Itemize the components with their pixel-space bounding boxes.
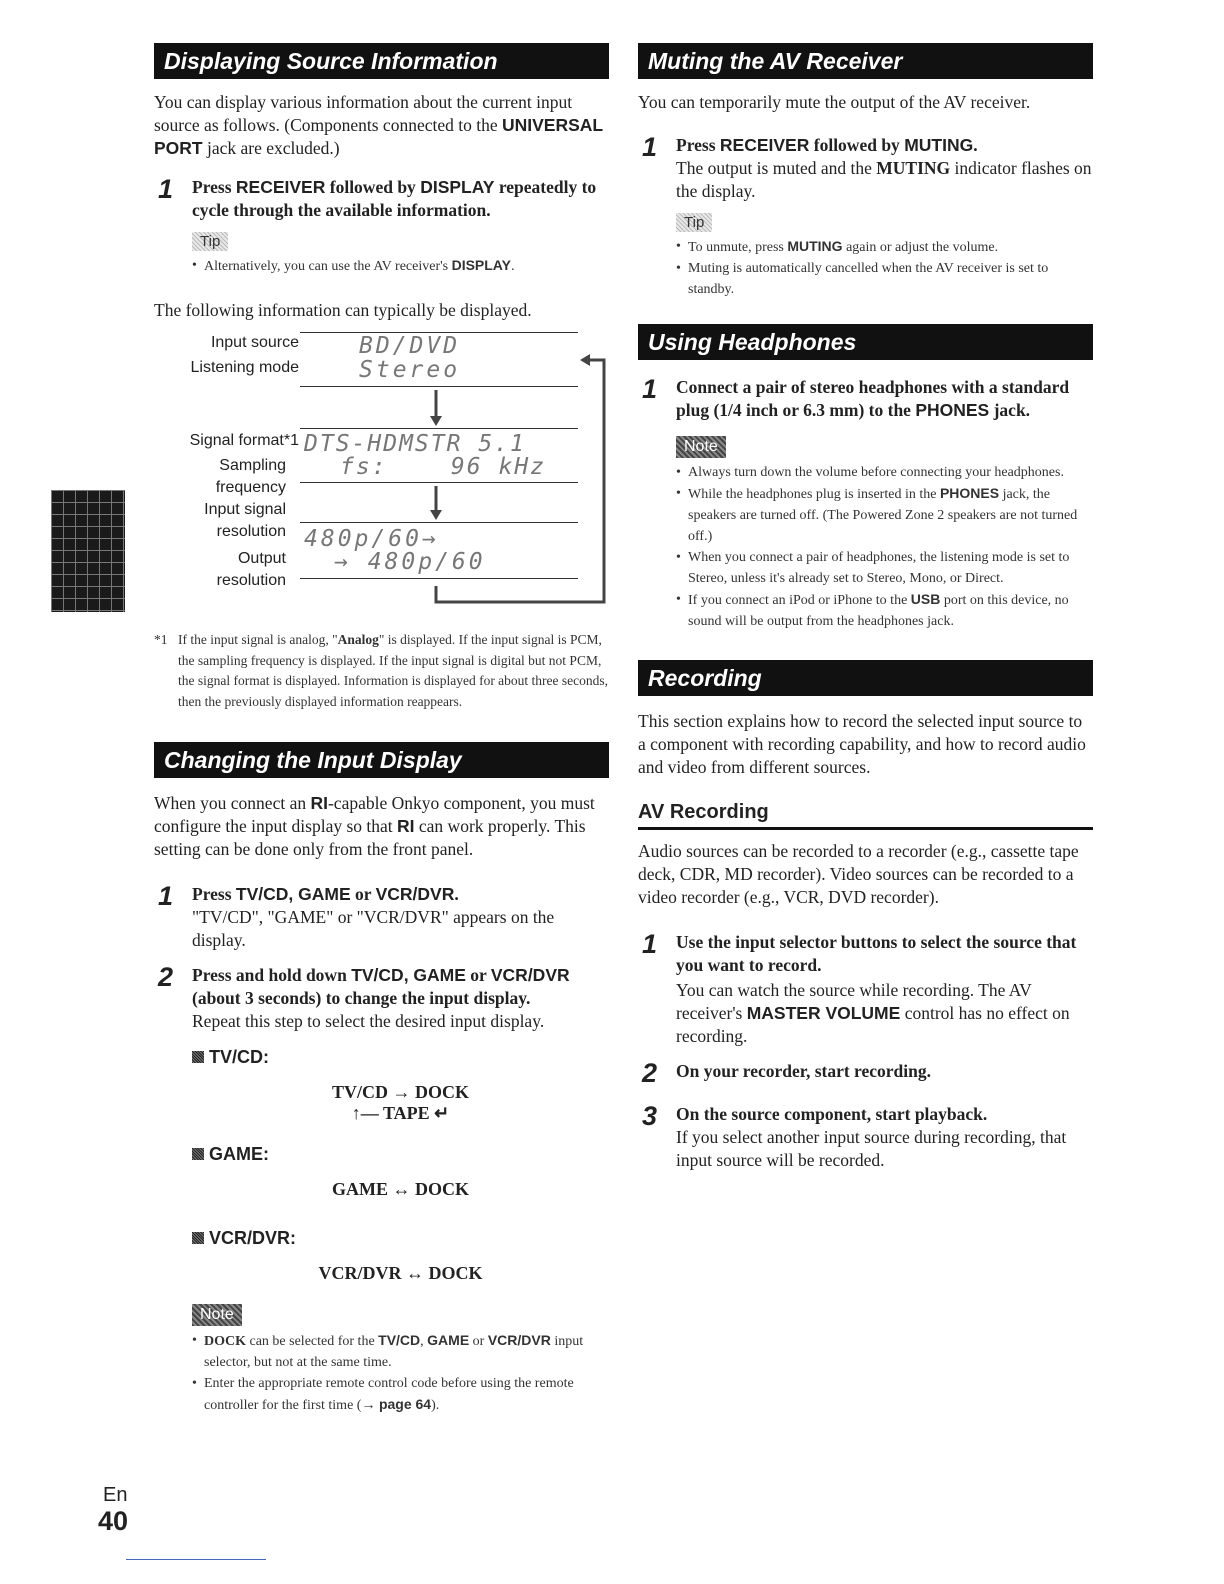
changing-input-title: Changing the Input Display [154,742,609,778]
lcd-output-resolution: → 480p/60 [334,549,486,575]
label-input-signal: Input signal [204,501,286,518]
note-label: Note [192,1304,242,1326]
note-item: • DOCK can be selected for the TV/CD, GAME or VCR/DVR input selector, but not at the same time. [192,1330,609,1373]
note-list [676,462,1093,632]
flow-game: GAME ↔ DOCK [332,1179,469,1199]
note-label: Note [676,436,726,458]
mode-tvcd: TV/CD: [192,1047,609,1068]
label-input-source: Input source [210,334,299,351]
displaying-source-intro: You can display various information about the current input source as follows. (Components connected to the UNIVERSAL PORT jack are excluded.) [154,92,603,158]
label-sampling: Sampling [219,457,286,474]
tip-list [192,255,609,277]
headphones-step-1: 1 Connect a pair of stereo headphones with a standard plug (1/4 inch or 6.3 mm) to the PHONES jack. Note • Always turn down the volume before connecting your headphones. • While the headphones plug is inserted in the PHONES jack, the speakers are turned off. (The Powered Zone 2 speakers are not turned off.) • When you connect a pair of headphones, the listening mode is set to Stereo, unless it's already set to Stereo, Mono, or Direct. • If you connect an iPod or iPhone to the USB port on this device, no sound will be output from the headphones jack. [638,376,1093,632]
note-item: • If you connect an iPod or iPhone to the USB port on this device, no sound will be output from the headphones jack. [676,589,1093,632]
display-diagram [154,330,609,630]
step-number: 1 [158,174,174,204]
flow-tvcd-line2: ↑— TAPE ↵ [351,1103,450,1123]
tip-list [676,236,1093,300]
lcd-sampling: fs: 96 kHz [340,454,547,480]
page-number: 40 [98,1506,129,1536]
ri-logo: RI [397,816,415,836]
label-frequency: frequency [215,479,286,496]
mode-game: GAME: [192,1144,609,1165]
input-step-1: 1 Press TV/CD, GAME or VCR/DVR. "TV/CD", "GAME" or "VCR/DVR" appears on the display. [158,881,555,950]
label-signal-format: Signal format*1 [189,432,299,449]
lcd-listening-mode: Stereo [359,357,461,383]
displaying-source-title: Displaying Source Information [154,43,609,79]
tip-item: • Muting is automatically cancelled when the AV receiver is set to standby. [676,258,1093,300]
lcd-input-resolution: 480p/60→ [304,526,439,552]
mode-vcrdvr: VCR/DVR: [192,1228,609,1249]
label-listening-mode: Listening mode [190,359,299,376]
headphones-title: Using Headphones [638,324,1093,360]
ri-logo: RI [310,793,328,813]
recording-step-3: 3 On the source component, start playback. If you select another input source during recording, that input source will be recorded. [642,1101,1067,1170]
lcd-source: BD/DVD [359,333,461,359]
section-side-tab [51,490,125,612]
tip-label: Tip [676,213,712,232]
right-column [638,43,1093,1172]
recording-title: Recording [638,660,1093,696]
label-output: Output [237,550,286,567]
label-input-resolution: resolution [216,523,286,540]
tip-item: • Alternatively, you can use the AV receiver's DISPLAY. [192,255,609,277]
language-label: En [103,1484,128,1506]
recording-step-1: 1 Use the input selector buttons to select the source that you want to record. You can watch the source while recording. The AV receiver's MASTER VOLUME control has no effect on recording. [642,929,1077,1046]
flow-vcrdvr: VCR/DVR ↔ DOCK [318,1263,483,1283]
av-recording-intro: Audio sources can be recorded to a recorder (e.g., cassette tape deck, CDR, MD recorder). Video sources can be recorded to a video recorder (e.g., VCR, DVD recorder). [638,841,1079,907]
footnote: *1 If the input signal is analog, "Analog" is displayed. If the input signal is PCM, the sampling frequency is displayed. If the input signal is digital but not PCM, the signal format is displayed. Information is displayed for about three seconds, then the previously displayed information reappears. [154,632,609,709]
note-item: • When you connect a pair of headphones, the listening mode is set to Stereo, unless it's already set to Stereo, Mono, or Direct. [676,547,1093,589]
note-item: • While the headphones plug is inserted in the PHONES jack, the speakers are turned off. (The Powered Zone 2 speakers are not turned off.) [676,483,1093,547]
lcd-signal-format: DTS-HDMSTR 5.1 [304,431,526,457]
muting-step-1: 1 Press RECEIVER followed by MUTING. The output is muted and the MUTING indicator flashes on the display. Tip • To unmute, press MUTING again or adjust the volume. • Muting is automatically cancelled when the AV receiver is set to standby. [638,134,1093,300]
muting-title: Muting the AV Receiver [638,43,1093,79]
input-step-2: 2 Press and hold down TV/CD, GAME or VCR/DVR (about 3 seconds) to change the input display. Repeat this step to select the desired input display. TV/CD: TV/CD → DOCK ↑— TAPE ↵ GAME: GAME ↔ DOCK VCR/DVR: VCR/DVR ↔ DOCK Note • DOCK can be selected for the TV/CD, GAME or VCR/DVR input selector, but not at the same time. • Enter the appropriate remote control code before using the remote controller for the first time (→ page 64). [154,964,609,1416]
note-item: • Always turn down the volume before connecting your headphones. [676,462,1093,483]
footer-rule [126,1559,266,1560]
flow-tvcd-line1: TV/CD → DOCK [331,1082,469,1102]
following-info-text: The following information can typically be displayed. [154,300,532,320]
left-column [154,43,609,1416]
note-list [192,1330,609,1416]
recording-step-2: 2 On your recorder, start recording. [642,1058,932,1088]
av-recording-heading: AV Recording [638,801,1093,830]
recording-intro: This section explains how to record the selected input source to a component with recording capability, and how to record audio and video from different sources. [638,711,1086,777]
muting-intro: You can temporarily mute the output of the AV receiver. [638,92,1031,112]
tip-item: • To unmute, press MUTING again or adjust the volume. [676,236,1093,258]
label-output-resolution: resolution [216,572,286,589]
tip-label: Tip [192,232,228,251]
display-step-1: 1 Press RECEIVER followed by DISPLAY repeatedly to cycle through the available information. Tip • Alternatively, you can use the AV receiver's DISPLAY. [154,176,609,277]
changing-input-intro: When you connect an RI-capable Onkyo component, you must configure the input display so that RI can work properly. This setting can be done only from the front panel. [154,793,595,859]
note-item: • Enter the appropriate remote control code before using the remote controller for the first time (→ page 64). [192,1373,609,1416]
